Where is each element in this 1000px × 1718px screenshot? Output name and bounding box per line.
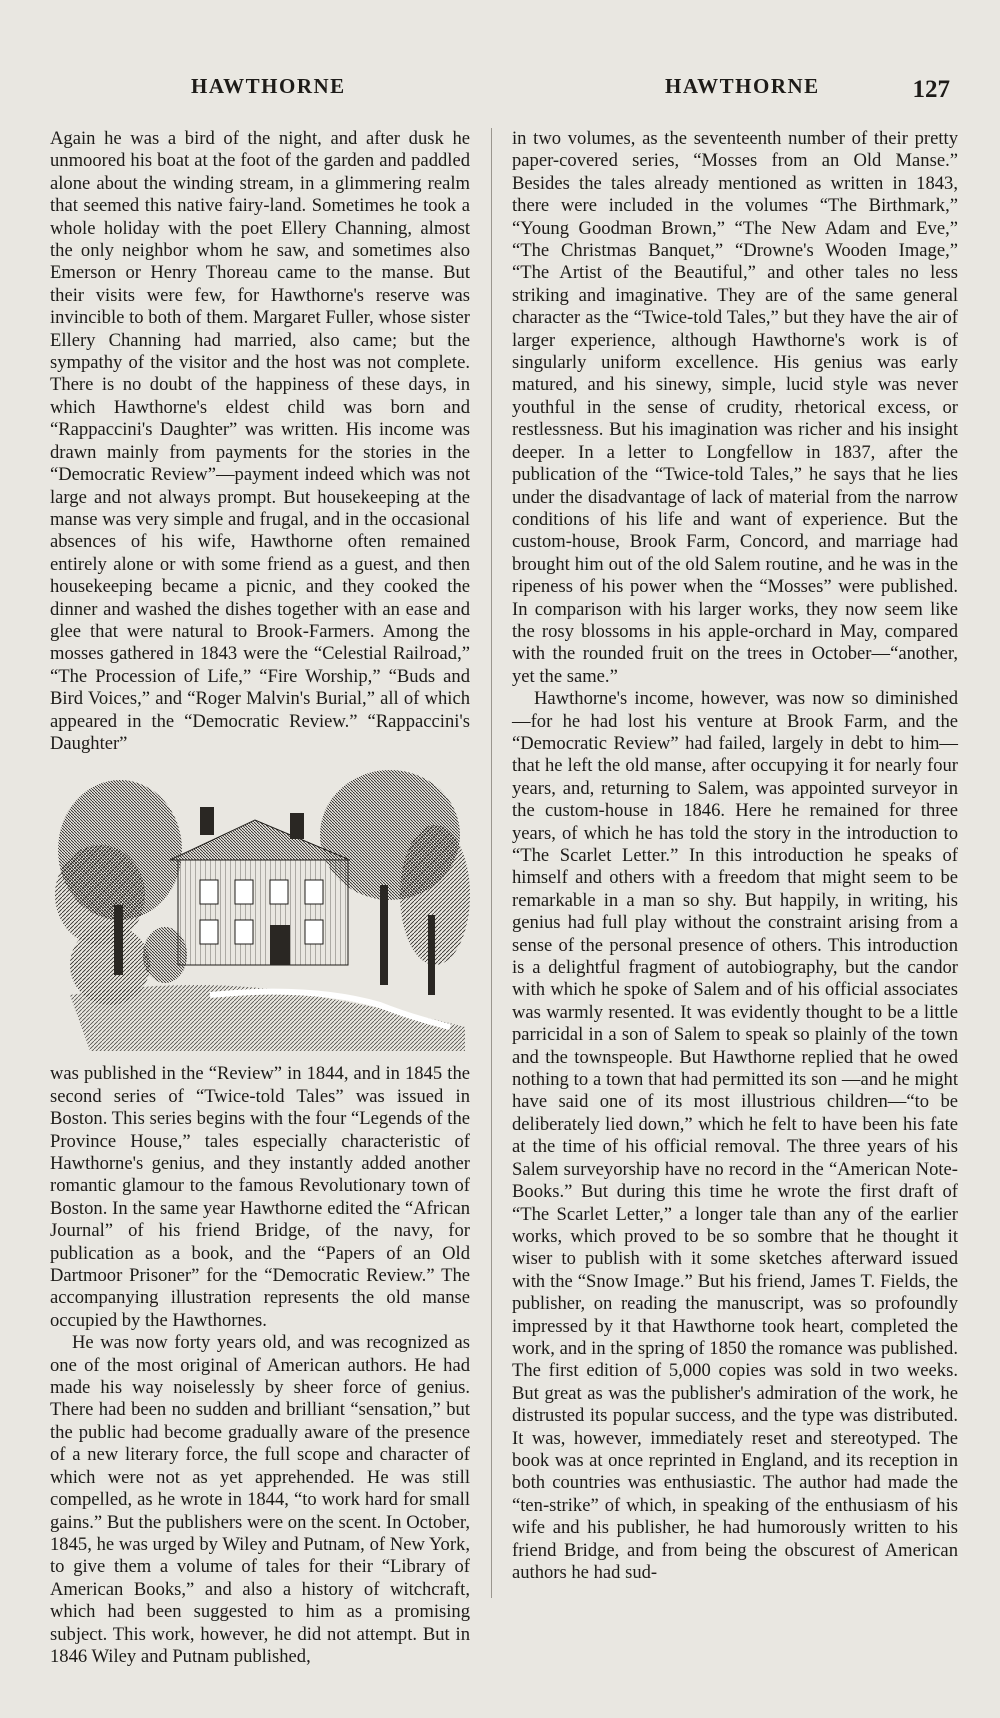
- right-paragraph-2: Hawthorne's income, however, was now so diminished—for he had lost his venture at Brook Farm, and the “Democratic Review” had failed, largely in debt to him—that he left the old manse, after occupying it for nearly four years, and, returning to Salem, was appointed surveyor in the custom-house in 1846. Here he remained for three years, of which he has told the story in the introduction to “The Scarlet Letter.” In this introduction he speaks of himself and others with a freedom that might seem to be remarkable in a man so shy. But happily, in writing, his genius had full play without the constraint arising from a sense of the personal presence of others. This introduction is a delightful fragment of autobiography, but the candor with which he spoke of Salem and of his official associates was warmly resented. It was evidently thought to be a little parricidal in a son of Salem to speak so plainly of the town and the townspeople. But Hawthorne replied that he owed nothing to a town that had permitted its son —and he might have said one of its most illustrious children—“to be deliberately lied down,” which he felt to have been his fate at the time of his official removal. The three years of his Salem surveyorship have no record in the “American Note-Books.” But during this time he wrote the first draft of “The Scarlet Letter,” a longer tale than any of the earlier works, which proved to be so sombre that he thought it wiser to publish with it some sketches afterward issued with the “Snow Image.” But his friend, James T. Fields, the publisher, on reading the manuscript, was so profoundly impressed by it that Hawthorne took heart, completed the work, and in the spring of 1850 the romance was published. The first edition of 5,000 copies was sold in two weeks. But great as was the publisher's admiration of the work, he distrusted its popular success, and the type was distributed. It was, however, immediately reset and stereotyped. The book was at once reprinted in England, and its reception in both countries was enthusiastic. The author had made the “ten-strike” of which, in speaking of the enthusiasm of his wife and his publisher, he had humorously written to his friend Bridge, and from being the obscurest of American authors he had sud-: [512, 688, 958, 1583]
- running-head-left: HAWTHORNE: [191, 74, 346, 98]
- left-paragraph-2: He was now forty years old, and was recognized as one of the most original of American authors. He had made his way noiselessly by sheer force of genius. There had been no sudden and brilliant “sensation,” but the public had become gradually aware of the presence of a new literary force, the full scope and character of which were not as yet apprehended. He was still compelled, as he wrote in 1844, “to work hard for small gains.” But the publishers were on the scent. In October, 1845, he was urged by Wiley and Putnam, of New York, to give them a volume of tales for their “Library of American Books,” and also a history of witchcraft, which had been suggested to him as a promising subject. This work, however, he did not attempt. But in 1846 Wiley and Putnam published,: [50, 1332, 470, 1667]
- running-head-right: HAWTHORNE: [665, 74, 820, 98]
- right-column: [512, 128, 958, 1584]
- left-paragraph-1-cont: was published in the “Review” in 1844, and in 1845 the second series of “Twice-told Tales” was issued in Boston. This series begins with the four “Legends of the Province House,” tales especially characteristic of Hawthorne's genius, and they instantly added another romantic glamour to the famous Revolutionary town of Boston. In the same year Hawthorne edited the “African Journal” of his friend Bridge, of the navy, for publication as a book, and the “Papers of an Old Dartmoor Prisoner” for the “Democratic Review.” The accompanying illustration represents the old manse occupied by the Hawthornes.: [50, 1063, 470, 1331]
- left-column: [50, 128, 470, 1668]
- left-paragraph-1: Again he was a bird of the night, and after dusk he unmoored his boat at the foot of the garden and paddled alone about the winding stream, in a glimmering realm that seemed this native fairy-land. Sometimes he took a whole holiday with the poet Ellery Channing, almost the only neighbor whom he saw, and sometimes also Emerson or Henry Thoreau came to the manse. But their visits were few, for Hawthorne's reserve was invincible to both of them. Margaret Fuller, whose sister Ellery Channing had married, also came; but the sympathy of the visitor and the host was not complete. There is no doubt of the happiness of these days, in which Hawthorne's eldest child was born and “Rappaccini's Daughter” was written. His income was drawn mainly from payments for the stories in the “Democratic Review”—payment indeed which was not large and not always prompt. But housekeeping at the manse was very simple and frugal, and in the occasional absences of his wife, Hawthorne often remained entirely alone or with some friend as a guest, and then housekeeping became a picnic, and they cooked the dinner and washed the dishes together with an ease and glee that were natural to Brook-Farmers. Among the mosses gathered in 1843 were the “Celestial Railroad,” “The Procession of Life,” “Fire Worship,” “Buds and Bird Voices,” and “Roger Malvin's Burial,” all of which appeared in the “Democratic Review.” “Rappaccini's Daughter”: [50, 128, 470, 754]
- old-manse-illustration: [50, 765, 470, 1051]
- page-number: 127: [912, 76, 950, 103]
- right-paragraph-1: in two volumes, as the seventeenth number of their pretty paper-covered series, “Mosses from an Old Manse.” Besides the tales already mentioned as written in 1843, there were included in the volumes “The Birthmark,” “Young Goodman Brown,” “The New Adam and Eve,” “The Christmas Banquet,” “Drowne's Wooden Image,” “The Artist of the Beautiful,” and other tales no less striking and imaginative. They are of the same general character as the “Twice-told Tales,” but they have the air of larger experience, although Hawthorne's work is of singularly uniform excellence. His genius was early matured, and his sinewy, simple, lucid style was never youthful in the sense of crudity, rhetorical excess, or restlessness. But his imagination was richer and his insight deeper. In a letter to Longfellow in 1837, after the publication of the “Twice-told Tales,” he says that he lies under the disadvantage of lack of material from the narrow conditions of his life and want of experience. But the custom-house, Brook Farm, Concord, and marriage had brought him out of the old Salem routine, and he was in the ripeness of his power when the “Mosses” were published. In comparison with his larger works, they now seem like the rosy blossoms in his apple-orchard in May, compared with the rounded fruit on the trees in October—“another, yet the same.”: [512, 128, 958, 687]
- column-divider: [491, 128, 492, 1598]
